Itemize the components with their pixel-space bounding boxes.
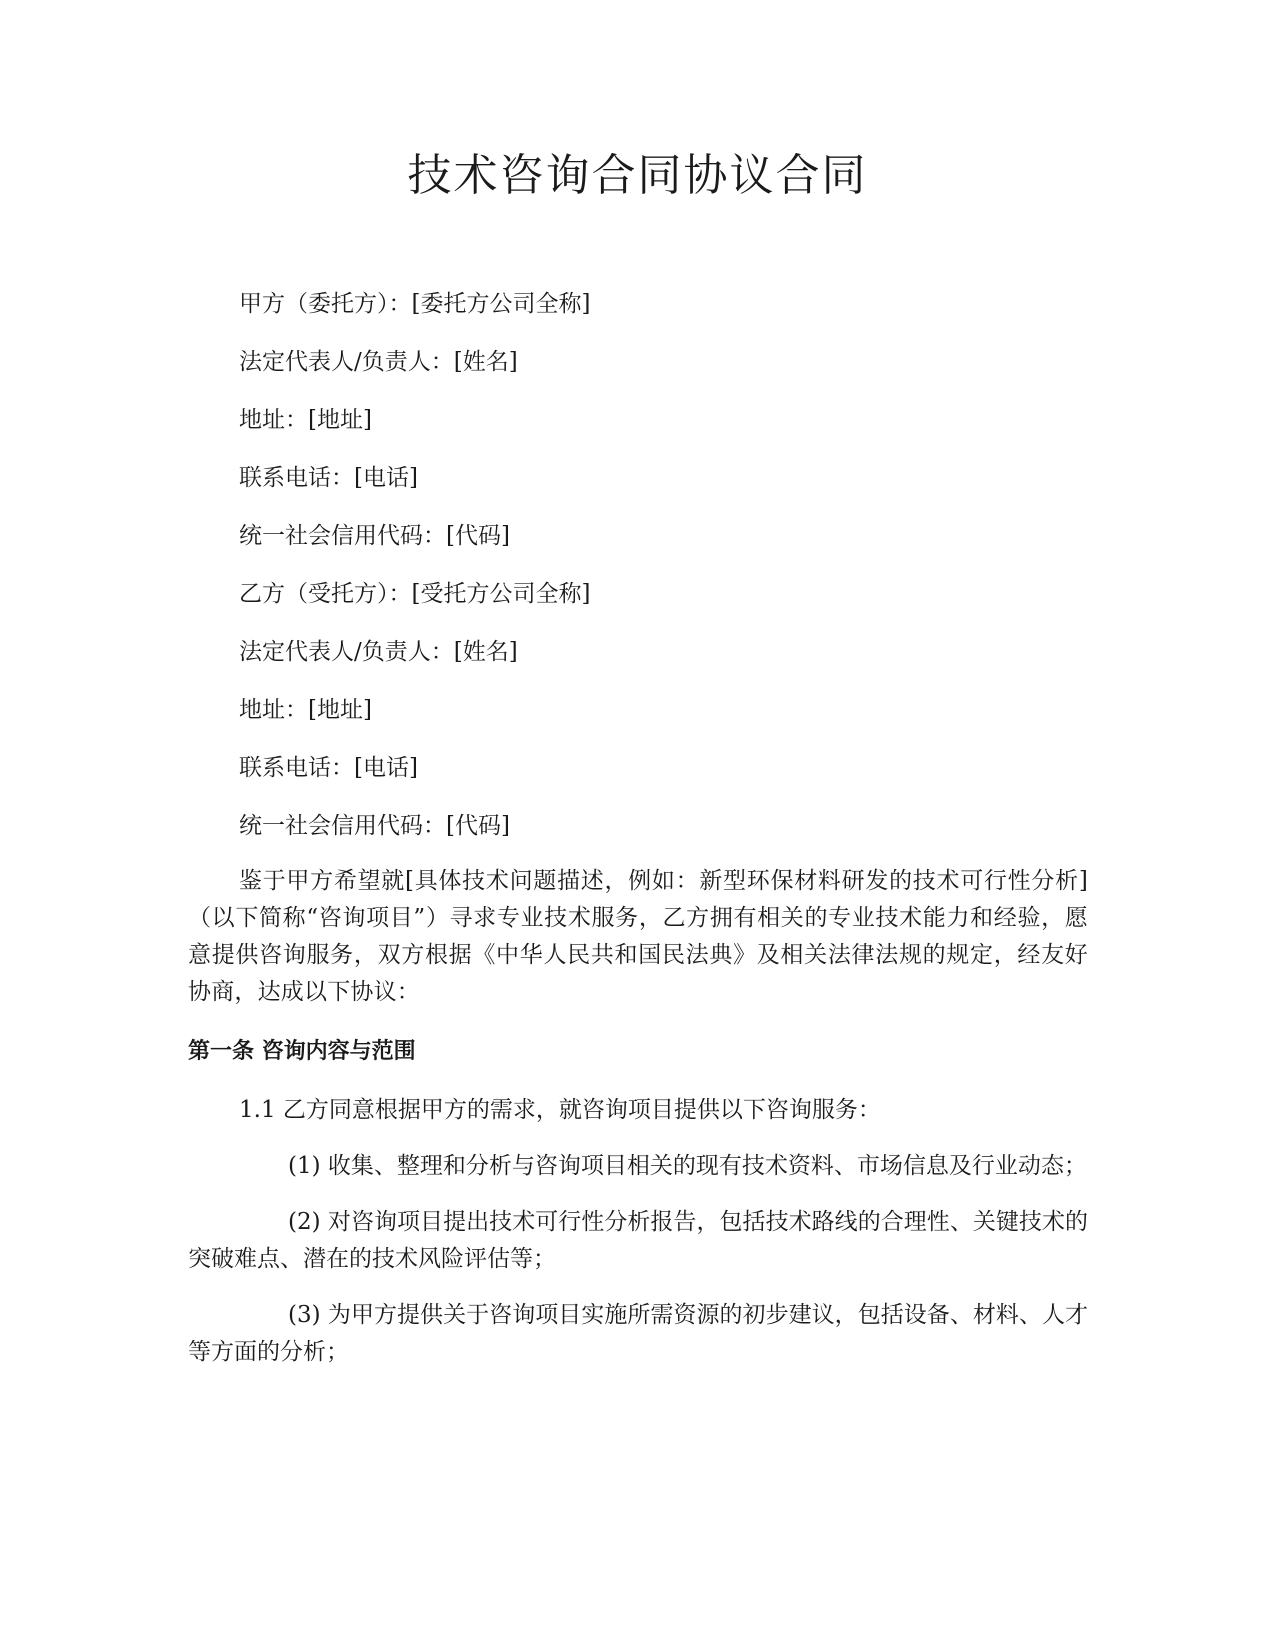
party-b-credit-code: 统一社会信用代码：[代码] (239, 813, 510, 839)
clause-item-1: (1) 收集、整理和分析与咨询项目相关的现有技术资料、市场信息及行业动态； (288, 1153, 1087, 1179)
party-b-phone: 联系电话：[电话] (239, 755, 418, 781)
party-b-address: 地址：[地址] (239, 697, 372, 723)
party-b-block (188, 577, 1088, 867)
article-1-heading: 第一条 咨询内容与范围 (188, 1039, 416, 1064)
party-a-credit-code: 统一社会信用代码：[代码] (239, 523, 510, 549)
document-body (188, 287, 1088, 1390)
preamble-paragraph: 鉴于甲方希望就[具体技术问题描述，例如：新型环保材料研发的技术可行性分析]（以下简称“咨询项目”）寻求专业技术服务，乙方拥有相关的专业技术能力和经验，愿意提供咨询服务，双方根据《中华人民共和国民法典》及相关法律法规的规定，经友好协商，达成以下协议： (188, 868, 1088, 1005)
party-b-representative: 法定代表人/负责人：[姓名] (239, 639, 518, 665)
party-a-representative: 法定代表人/负责人：[姓名] (239, 349, 518, 375)
party-a-phone: 联系电话：[电话] (239, 465, 418, 491)
party-b-name: 乙方（受托方）：[受托方公司全称] (239, 581, 591, 607)
clause-item-2: (2) 对咨询项目提出技术可行性分析报告，包括技术路线的合理性、关键技术的突破难点、潜在的技术风险评估等； (188, 1209, 1088, 1272)
clause-item-3: (3) 为甲方提供关于咨询项目实施所需资源的初步建议，包括设备、材料、人才等方面的分析； (188, 1302, 1088, 1365)
party-a-name: 甲方（委托方）：[委托方公司全称] (239, 291, 591, 317)
document-title: 技术咨询合同协议合同 (407, 150, 868, 201)
clause-1-1: 1.1 乙方同意根据甲方的需求，就咨询项目提供以下咨询服务： (239, 1097, 881, 1123)
party-a-block (188, 287, 1088, 577)
party-a-address: 地址：[地址] (239, 407, 372, 433)
